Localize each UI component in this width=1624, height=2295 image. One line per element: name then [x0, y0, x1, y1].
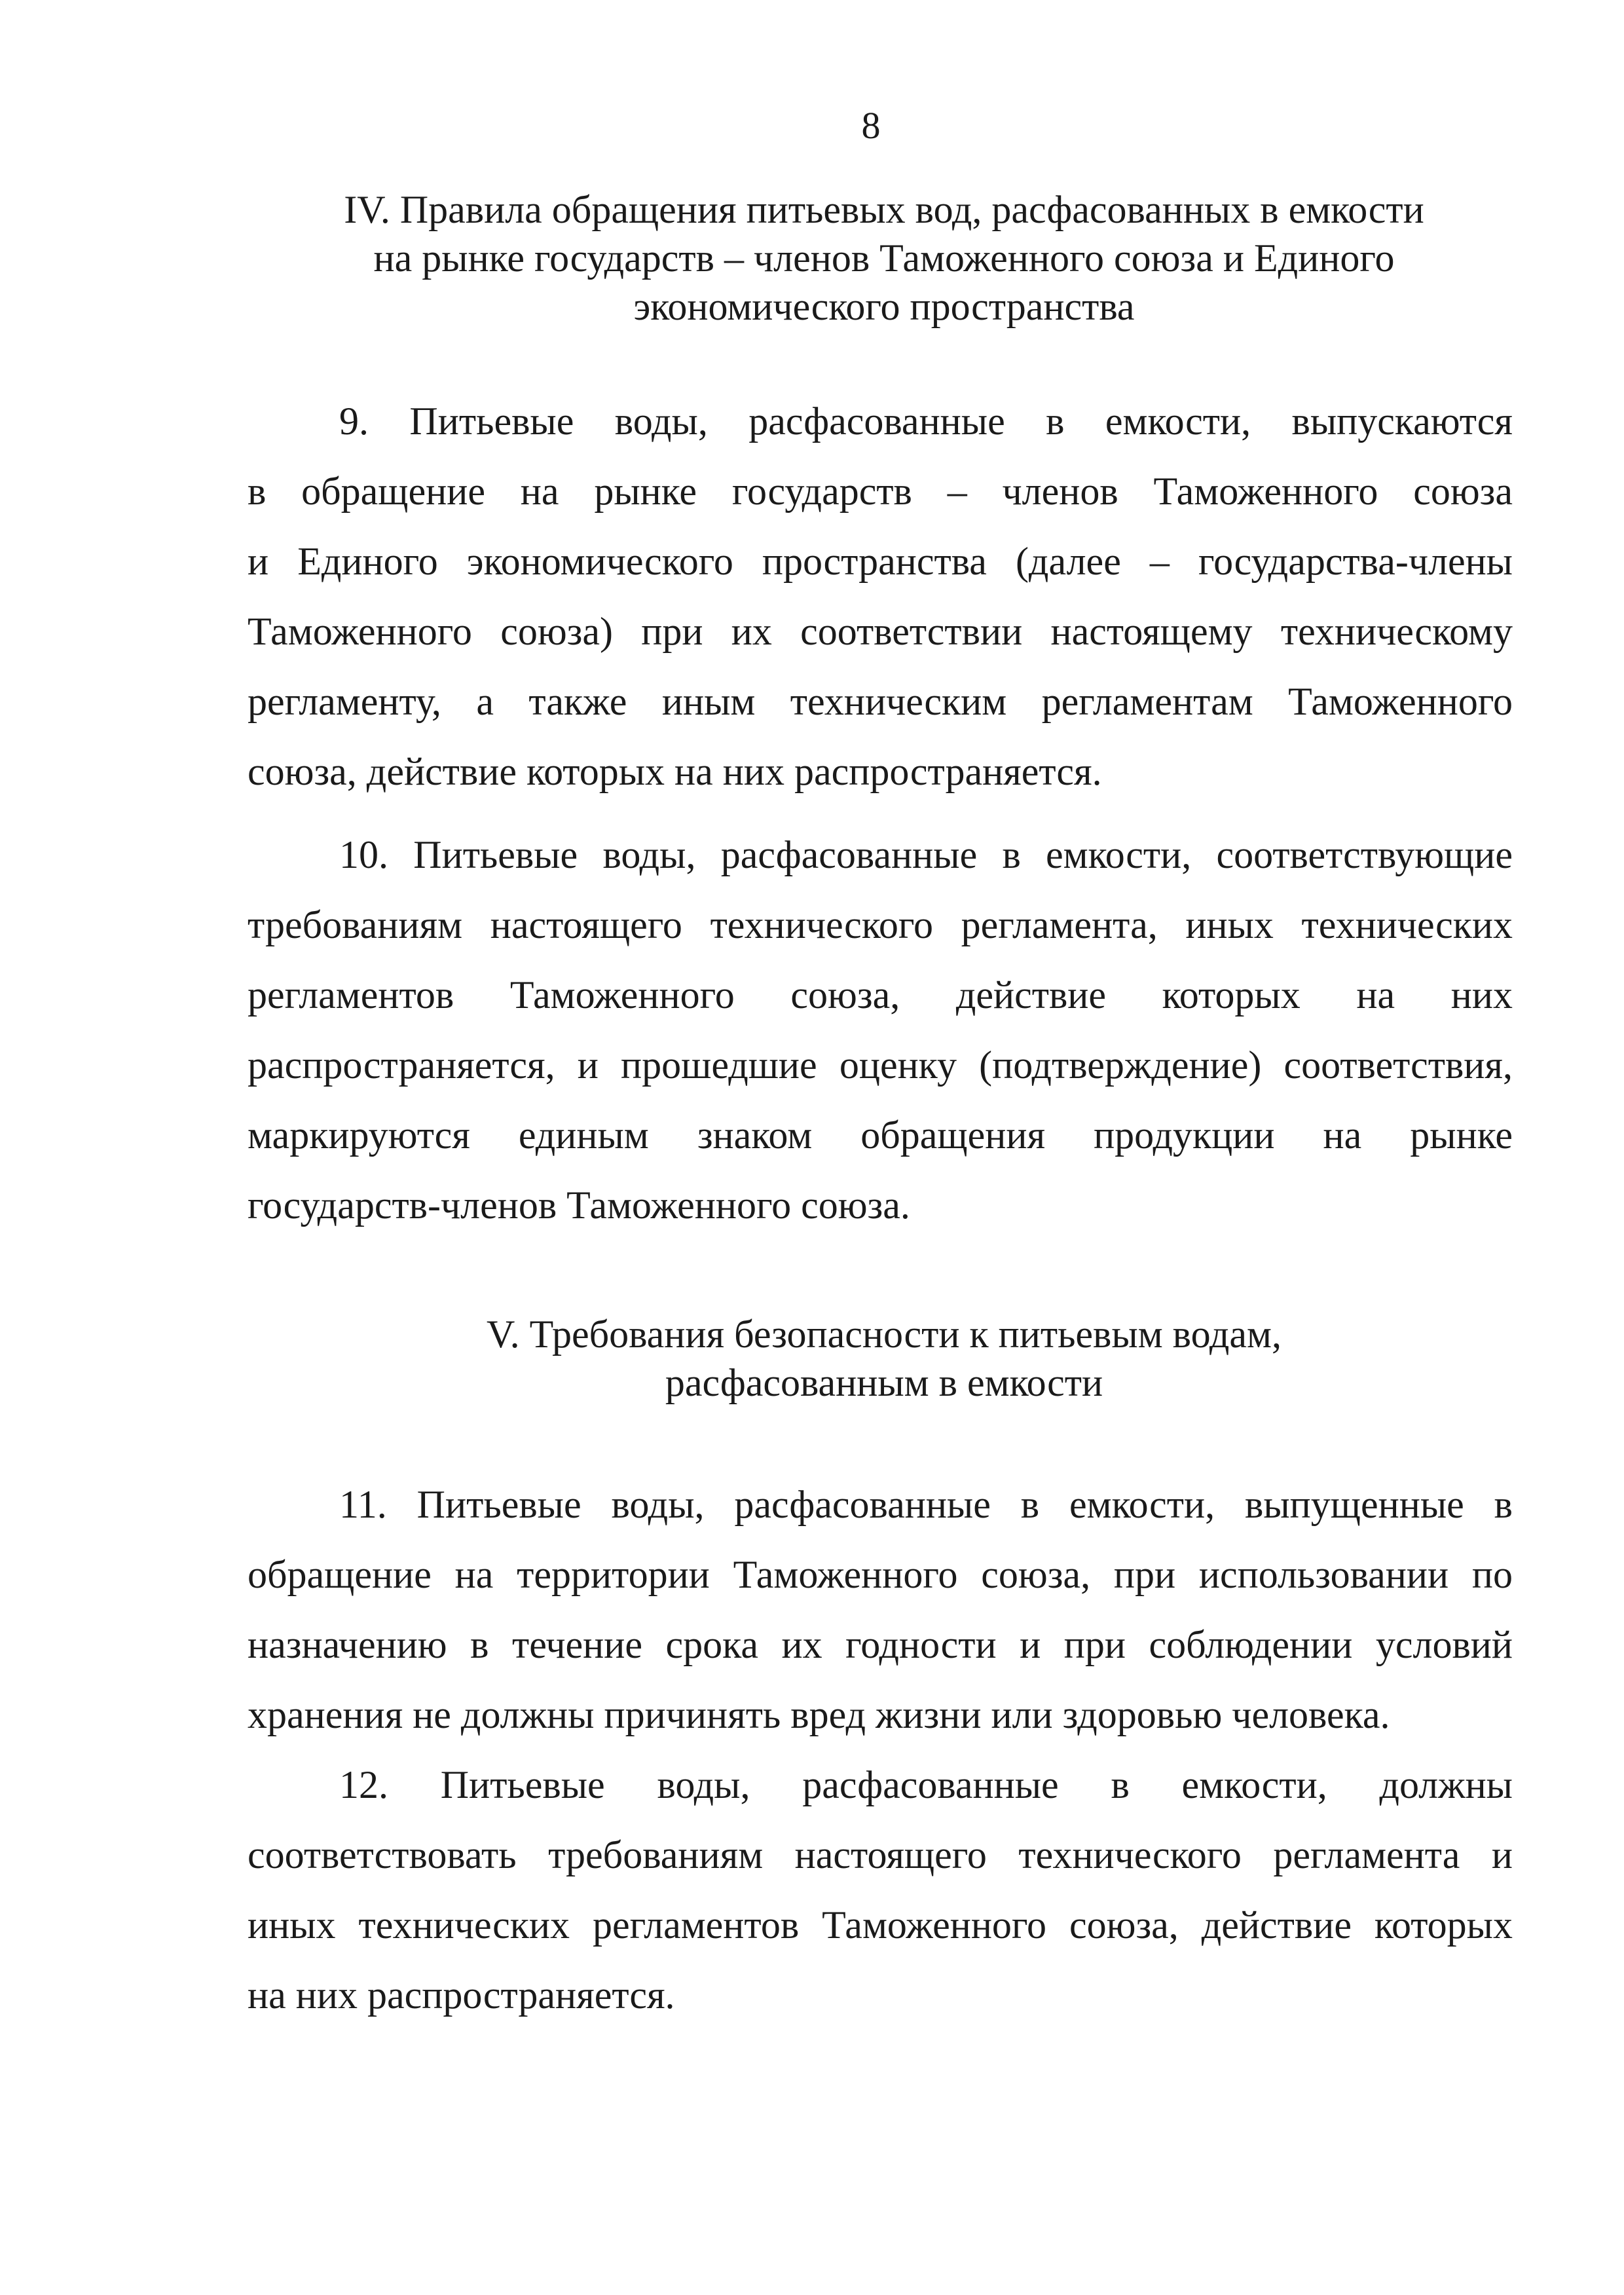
- paragraph-line: 10. Питьевые воды, расфасованные в емкости, соответствующие: [339, 833, 1513, 876]
- paragraph-line: Таможенного союза) при их соответствии настоящему техническому: [248, 610, 1513, 653]
- paragraph-10: [248, 820, 1513, 1241]
- paragraph-line: 11. Питьевые воды, расфасованные в емкости, выпущенные в: [339, 1483, 1513, 1526]
- paragraph-line: союза, действие которых на них распространяется.: [248, 750, 1102, 793]
- section-5-heading: [249, 1310, 1519, 1407]
- page-number: 8: [861, 104, 881, 147]
- paragraph-line: регламенту, а также иным техническим регламентам Таможенного: [248, 680, 1513, 723]
- paragraph-line: соответствовать требованиям настоящего технического регламента и: [248, 1833, 1513, 1876]
- section-4-heading-line: на рынке государств – членов Таможенного союза и Единого: [373, 236, 1395, 280]
- section-5-heading-line: V. Требования безопасности к питьевым водам,: [486, 1313, 1282, 1356]
- paragraph-11: [248, 1470, 1513, 1750]
- paragraph-line: обращение на территории Таможенного союза, при использовании по: [248, 1553, 1513, 1596]
- paragraph-line: 12. Питьевые воды, расфасованные в емкости, должны: [339, 1763, 1513, 1806]
- paragraph-line: регламентов Таможенного союза, действие которых на них: [248, 973, 1513, 1017]
- paragraph-line: 9. Питьевые воды, расфасованные в емкости, выпускаются: [339, 400, 1513, 443]
- paragraph-line: хранения не должны причинять вред жизни или здоровью человека.: [248, 1693, 1390, 1736]
- paragraph-line: маркируются единым знаком обращения продукции на рынке: [248, 1113, 1513, 1157]
- paragraph-line: распространяется, и прошедшие оценку (подтверждение) соответствия,: [248, 1043, 1513, 1087]
- paragraph-line: государств-членов Таможенного союза.: [248, 1184, 910, 1227]
- paragraph-line: и Единого экономического пространства (далее – государства-члены: [248, 540, 1513, 583]
- section-4-heading-line: IV. Правила обращения питьевых вод, расфасованных в емкости: [344, 188, 1424, 231]
- section-5-heading-line: расфасованным в емкости: [665, 1361, 1103, 1404]
- paragraph-line: требованиям настоящего технического регламента, иных технических: [248, 903, 1513, 946]
- section-4-heading: [249, 185, 1519, 331]
- section-4-heading-line: экономического пространства: [633, 285, 1135, 328]
- paragraph-12: [248, 1750, 1513, 2030]
- paragraph-9: [248, 386, 1513, 807]
- paragraph-line: в обращение на рынке государств – членов Таможенного союза: [248, 470, 1513, 513]
- paragraph-line: назначению в течение срока их годности и при соблюдении условий: [248, 1623, 1513, 1666]
- paragraph-line: иных технических регламентов Таможенного союза, действие которых: [248, 1903, 1513, 1947]
- paragraph-line: на них распространяется.: [248, 1973, 675, 2017]
